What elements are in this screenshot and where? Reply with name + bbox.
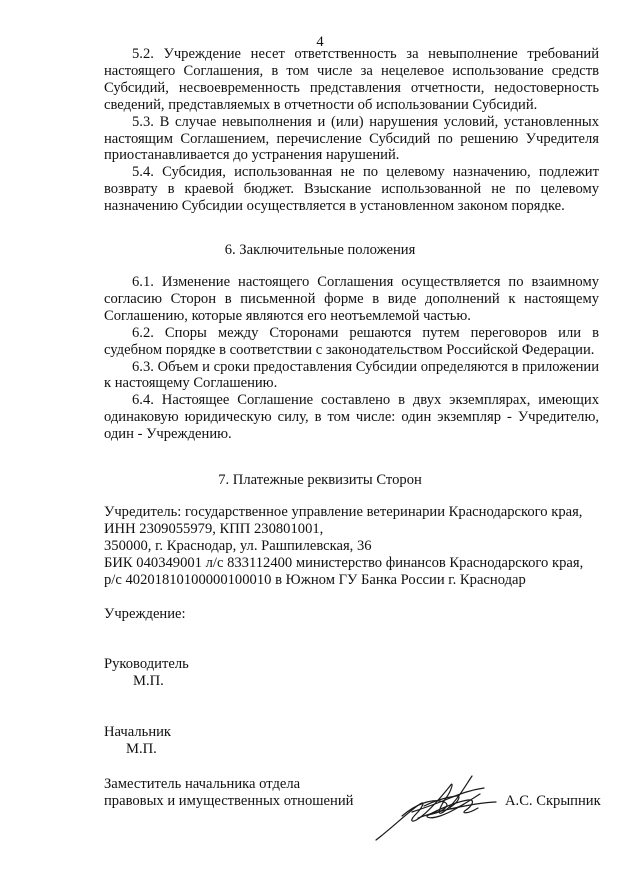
deputy-position-line-1: Заместитель начальника отдела <box>104 776 301 792</box>
institution-label: Учреждение: <box>104 606 186 622</box>
clause-6-2: 6.2. Споры между Сторонами решаются путем переговоров или в судебном порядке в соответствии с законодательством Российской Федерации. <box>104 324 599 358</box>
section-6-title: 6. Заключительные положения <box>224 242 416 258</box>
requisites-line: Учредитель: государственное управление ветеринарии Краснодарского края, <box>104 504 583 520</box>
stamp-place-1: М.П. <box>133 673 164 689</box>
requisites-line: ИНН 2309055979, КПП 230801001, <box>104 520 324 537</box>
section-6-clauses <box>104 274 599 443</box>
section-7-title: 7. Платежные реквизиты Сторон <box>218 472 422 488</box>
stamp-place-2: М.П. <box>126 741 157 757</box>
clause-6-3: 6.3. Объем и сроки предоставления Субсидии определяются в приложении к настоящему Соглашению. <box>104 358 599 392</box>
section-5-clauses <box>104 46 599 215</box>
clause-5-4: 5.4. Субсидия, использованная не по целевому назначению, подлежит возврату в краевой бюджет. Взыскание использованной не по целевому назначению Субсидии осуществляется в установленном законом порядке. <box>104 164 599 215</box>
clause-5-2: 5.2. Учреждение несет ответственность за невыполнение требований настоящего Соглашения, в том числе за нецелевое использование средств Субсидий, несвоевременность представления отчетности, недостоверность сведений, представляемых в отчетности об использовании Субсидий. <box>104 46 599 113</box>
chief-label: Начальник <box>104 724 172 740</box>
requisites-line: р/с 40201810100000100010 в Южном ГУ Банка России г. Краснодар <box>104 571 526 588</box>
signer-name: А.С. Скрыпник <box>505 793 601 809</box>
clause-6-1: 6.1. Изменение настоящего Соглашения осуществляется по взаимному согласию Сторон в письменной форме в виде дополнений к настоящему Соглашению, которые являются его неотъемлемой частью. <box>104 274 599 324</box>
clause-5-3: 5.3. В случае невыполнения и (или) нарушения условий, установленных настоящим Соглашением, перечисление Субсидий по решению Учредителя приостанавливается до устранения нарушений. <box>104 113 599 164</box>
deputy-position-line-2: правовых и имущественных отношений <box>104 793 354 809</box>
page-number: 4 <box>316 34 324 50</box>
requisites-block <box>104 504 583 589</box>
requisites-line: 350000, г. Краснодар, ул. Рашпилевская, 36 <box>104 537 372 554</box>
clause-6-4: 6.4. Настоящее Соглашение составлено в двух экземплярах, имеющих одинаковую юридическую силу, в том числе: один экземпляр - Учредителю, один - Учреждению. <box>104 392 599 443</box>
handwritten-signature <box>372 768 502 846</box>
requisites-line: БИК 040349001 л/с 833112400 министерство финансов Краснодарского края, <box>104 554 584 571</box>
director-label: Руководитель <box>104 656 189 672</box>
